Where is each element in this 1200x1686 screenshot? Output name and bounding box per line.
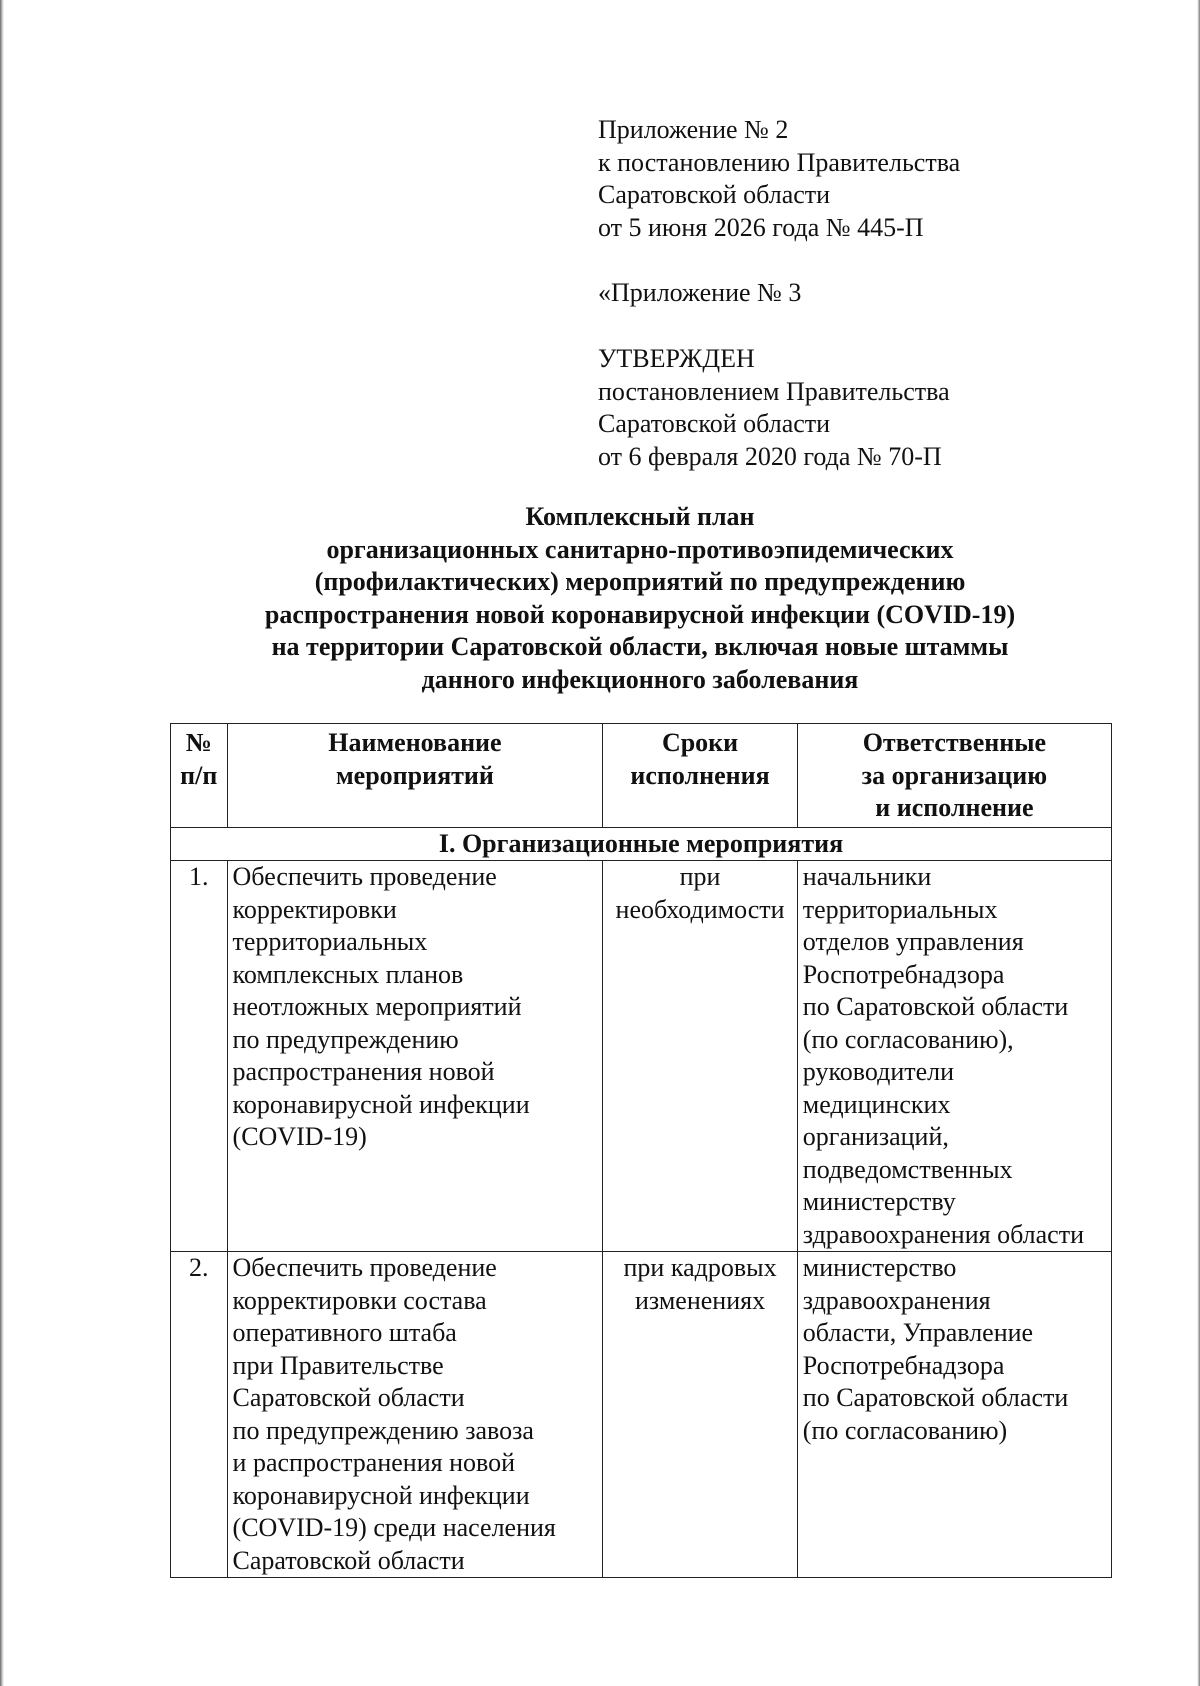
header-line: за организацию xyxy=(861,760,1048,790)
table-row xyxy=(171,861,1112,1252)
cell-line: необходимости xyxy=(615,894,785,924)
cell-line: министерство xyxy=(802,1253,957,1282)
approval-header-line: Приложение № 2 xyxy=(598,115,789,144)
plan-title-line: распространения новой коронавирусной инфекции (COVID-19) xyxy=(264,599,1016,629)
cell-line: министерству xyxy=(802,1187,956,1216)
plan-title-line: Комплексный план xyxy=(525,502,755,531)
table-row xyxy=(171,1252,1112,1578)
cell-line: территориальных xyxy=(232,927,428,956)
cell-line: (COVID-19) xyxy=(232,1122,367,1151)
plan-title xyxy=(160,501,1120,696)
row-deadline xyxy=(603,861,797,1252)
cell-line: комплексных планов xyxy=(232,959,464,989)
cell-line: изменениях xyxy=(635,1285,766,1315)
cell-line: Саратовской области xyxy=(232,1545,465,1575)
approved-block-line: УТВЕРЖДЕН xyxy=(598,344,755,373)
cell-line: Роспотребнадзора xyxy=(802,959,1005,989)
row-deadline xyxy=(603,1252,797,1578)
header-line: Сроки xyxy=(661,728,739,757)
row-activity-name xyxy=(227,1252,603,1578)
approval-header xyxy=(598,114,960,244)
cell-line: (по согласованию) xyxy=(802,1415,1008,1445)
plan-title-line: данного инфекционного заболевания xyxy=(421,664,859,694)
cell-line: по предупреждению xyxy=(232,1024,459,1054)
header-deadline xyxy=(603,724,797,828)
header-line: исполнения xyxy=(630,760,770,790)
approved-block xyxy=(598,343,950,473)
cell-line: по Саратовской области xyxy=(802,992,1069,1021)
cell-line: отделов управления xyxy=(802,927,1024,956)
header-line: и исполнение xyxy=(875,793,1034,822)
approved-block-line: постановлением Правительства xyxy=(598,376,950,406)
cell-line: по Саратовской области xyxy=(802,1383,1069,1412)
row-activity-name xyxy=(227,861,603,1252)
header-number xyxy=(171,724,228,828)
appendix-reference xyxy=(598,277,801,310)
cell-line: (COVID-19) среди населения xyxy=(232,1513,556,1542)
plan-title-line: организационных санитарно-противоэпидемических xyxy=(326,534,954,564)
header-line: п/п xyxy=(180,760,218,790)
cell-line: территориальных xyxy=(802,894,998,924)
cell-line: Обеспечить проведение xyxy=(232,1253,497,1282)
cell-line: Саратовской области xyxy=(232,1383,465,1412)
approved-block-line: Саратовской области xyxy=(598,409,831,438)
plan-title-line: на территории Саратовской области, включая новые штаммы xyxy=(271,632,1009,661)
cell-line: корректировки xyxy=(232,894,397,924)
row-number: 2. xyxy=(171,1252,228,1578)
cell-line: организаций, xyxy=(802,1122,949,1151)
plan-title-line: (профилактических) мероприятий по предупреждению xyxy=(314,567,966,596)
cell-line: при xyxy=(679,862,721,891)
cell-line: коронавирусной инфекции xyxy=(232,1089,530,1119)
approval-header-line: от 5 июня 2026 года № 445-П xyxy=(598,212,924,242)
cell-line: корректировки состава xyxy=(232,1285,487,1315)
header-activity-name xyxy=(227,724,603,828)
cell-line: начальники xyxy=(802,862,932,891)
cell-line: неотложных мероприятий xyxy=(232,992,522,1021)
approved-block-line: от 6 февраля 2020 года № 70-П xyxy=(598,441,942,471)
approval-header-line: Саратовской области xyxy=(598,180,831,209)
cell-line: оперативного штаба xyxy=(232,1318,457,1347)
cell-line: области, Управление xyxy=(802,1318,1034,1347)
cell-line: здравоохранения области xyxy=(802,1219,1084,1249)
table-header-row xyxy=(171,724,1112,828)
header-line: Ответственные xyxy=(862,728,1047,757)
cell-line: при кадровых xyxy=(623,1253,777,1282)
header-line: Наименование xyxy=(328,728,502,757)
header-line: мероприятий xyxy=(335,760,494,790)
cell-line: медицинских xyxy=(802,1089,951,1119)
header-responsible xyxy=(797,724,1111,828)
approval-header-line: к постановлению Правительства xyxy=(598,147,961,177)
cell-line: коронавирусной инфекции xyxy=(232,1480,530,1510)
cell-line: при Правительстве xyxy=(232,1350,444,1380)
header-line: № xyxy=(185,728,212,757)
plan-table xyxy=(170,723,1112,1578)
row-responsible xyxy=(797,1252,1111,1578)
cell-line: подведомственных xyxy=(802,1154,1013,1184)
section-row xyxy=(171,827,1112,861)
cell-line: Обеспечить проведение xyxy=(232,862,497,891)
scan-edge-left xyxy=(0,0,4,1686)
cell-line: руководители xyxy=(802,1057,955,1086)
appendix-reference-line: «Приложение № 3 xyxy=(598,278,802,307)
section-title: I. Организационные мероприятия xyxy=(171,827,1112,861)
cell-line: Роспотребнадзора xyxy=(802,1350,1005,1380)
row-responsible xyxy=(797,861,1111,1252)
cell-line: по предупреждению завоза xyxy=(232,1415,534,1445)
cell-line: распространения новой xyxy=(232,1057,495,1086)
cell-line: и распространения новой xyxy=(232,1448,516,1477)
cell-line: (по согласованию), xyxy=(802,1024,1014,1054)
row-number: 1. xyxy=(171,861,228,1252)
cell-line: здравоохранения xyxy=(802,1285,991,1315)
